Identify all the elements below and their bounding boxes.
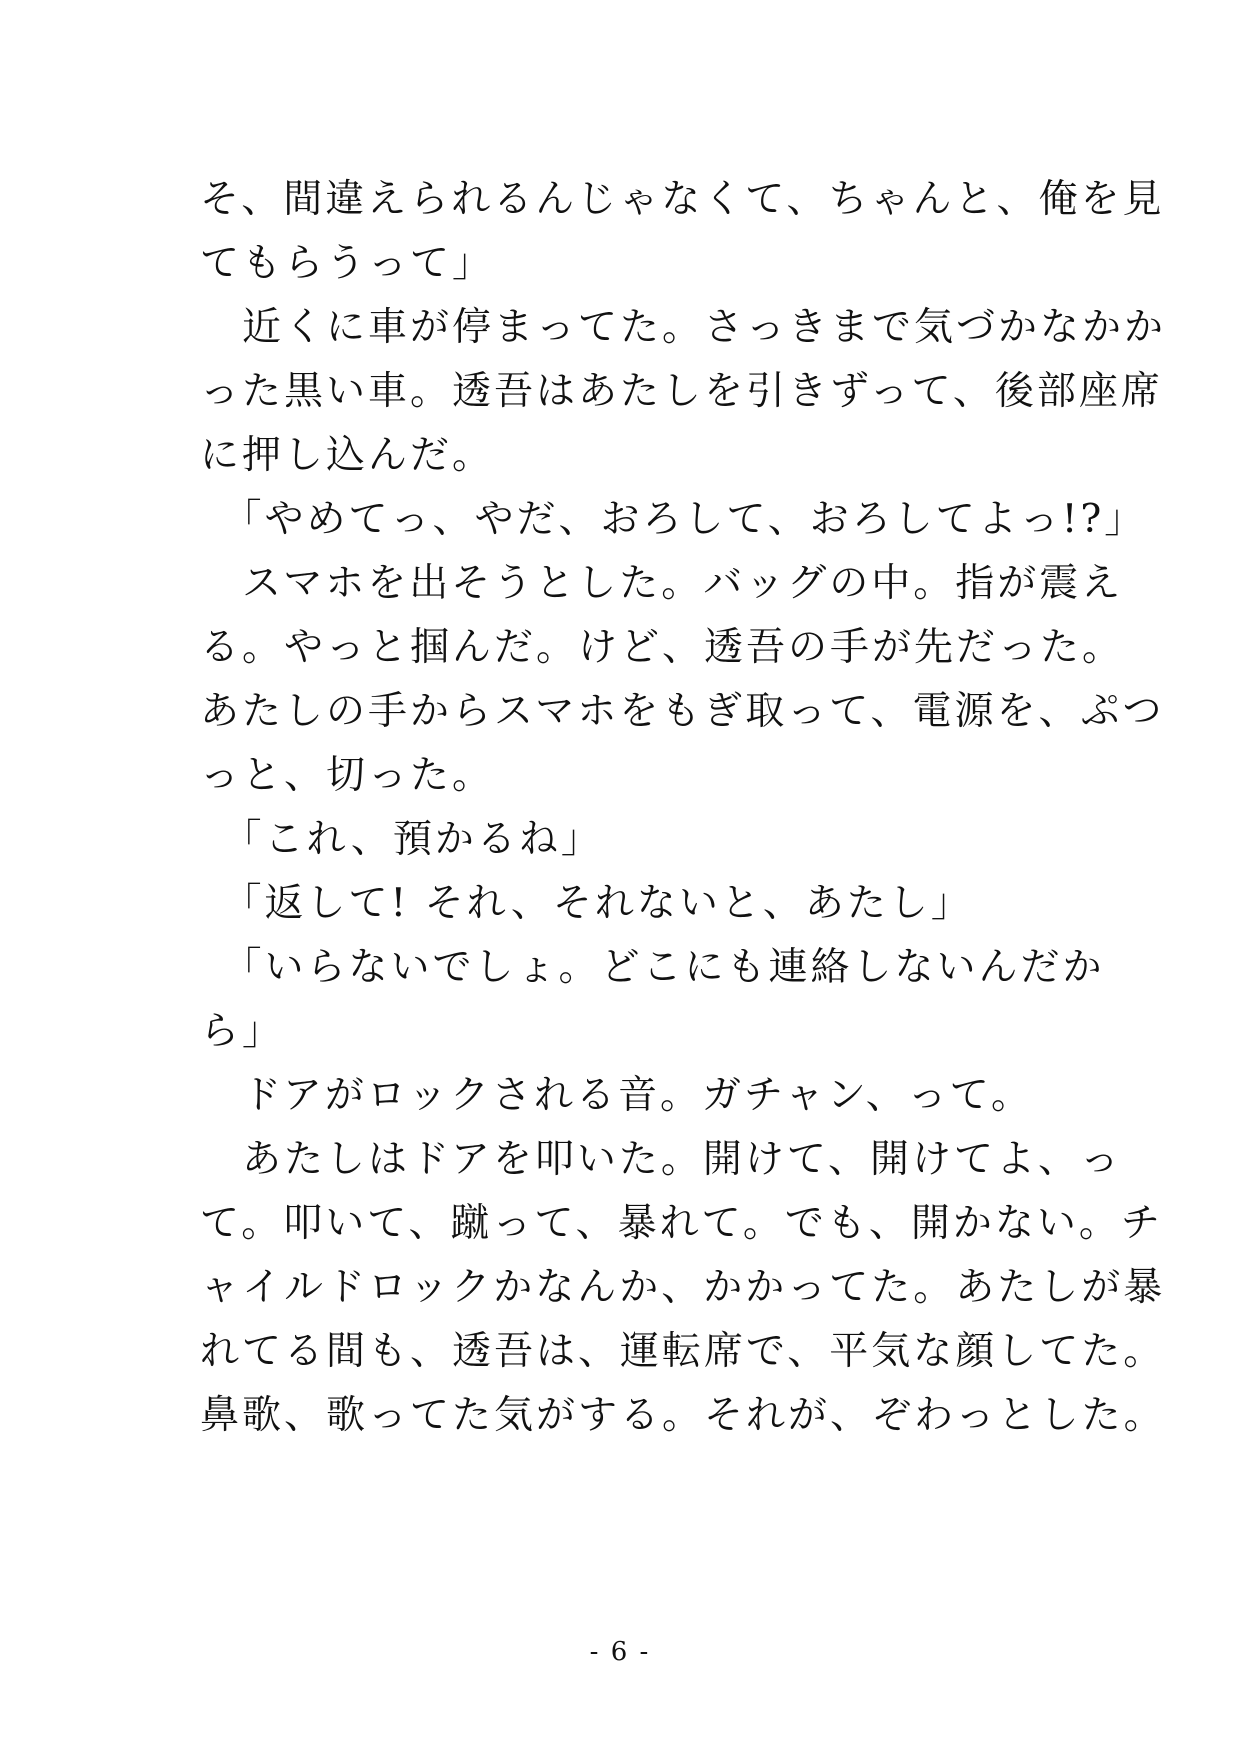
text-line: あたしはドアを叩いた。開けて、開けてよ、っ <box>200 1137 1123 1182</box>
body-text <box>200 168 1167 1448</box>
text-line: スマホを出そうとした。バッグの中。指が震え <box>200 561 1124 606</box>
page-number: - 6 - <box>589 1637 651 1667</box>
text-line: ら」 <box>200 1009 285 1054</box>
text-line: 鼻歌、歌ってた気がする。それが、ぞわっとした。 <box>200 1393 1166 1438</box>
text-line: そ、間違えられるんじゃなくて、ちゃんと、俺を見 <box>200 177 1165 222</box>
text-line: 「返して! それ、それないと、あたし」 <box>200 881 973 926</box>
text-line: れてる間も、透吾は、運転席で、平気な顔してた。 <box>200 1329 1166 1374</box>
text-line: てもらうって」 <box>200 241 495 286</box>
text-line: 「やめてっ、やだ、おろして、おろしてよっ!?」 <box>200 497 1147 542</box>
text-line: ドアがロックされる音。ガチャン、って。 <box>200 1073 1033 1118</box>
text-line: 「いらないでしょ。どこにも連絡しないんだか <box>200 945 1105 990</box>
text-line: て。叩いて、蹴って、暴れて。でも、開かない。チ <box>200 1201 1163 1246</box>
text-line: っと、切った。 <box>200 753 495 798</box>
text-line: ャイルドロックかなんか、かかってた。あたしが暴 <box>200 1265 1166 1310</box>
text-line: あたしの手からスマホをもぎ取って、電源を、ぷつ <box>200 689 1165 734</box>
text-line: 「これ、預かるね」 <box>200 817 603 862</box>
text-line: に押し込んだ。 <box>200 433 495 478</box>
text-line: った黒い車。透吾はあたしを引きずって、後部座席 <box>200 369 1163 414</box>
text-line: 近くに車が停まってた。さっきまで気づかなかか <box>200 305 1167 350</box>
text-line: る。やっと掴んだ。けど、透吾の手が先だった。 <box>200 625 1125 670</box>
